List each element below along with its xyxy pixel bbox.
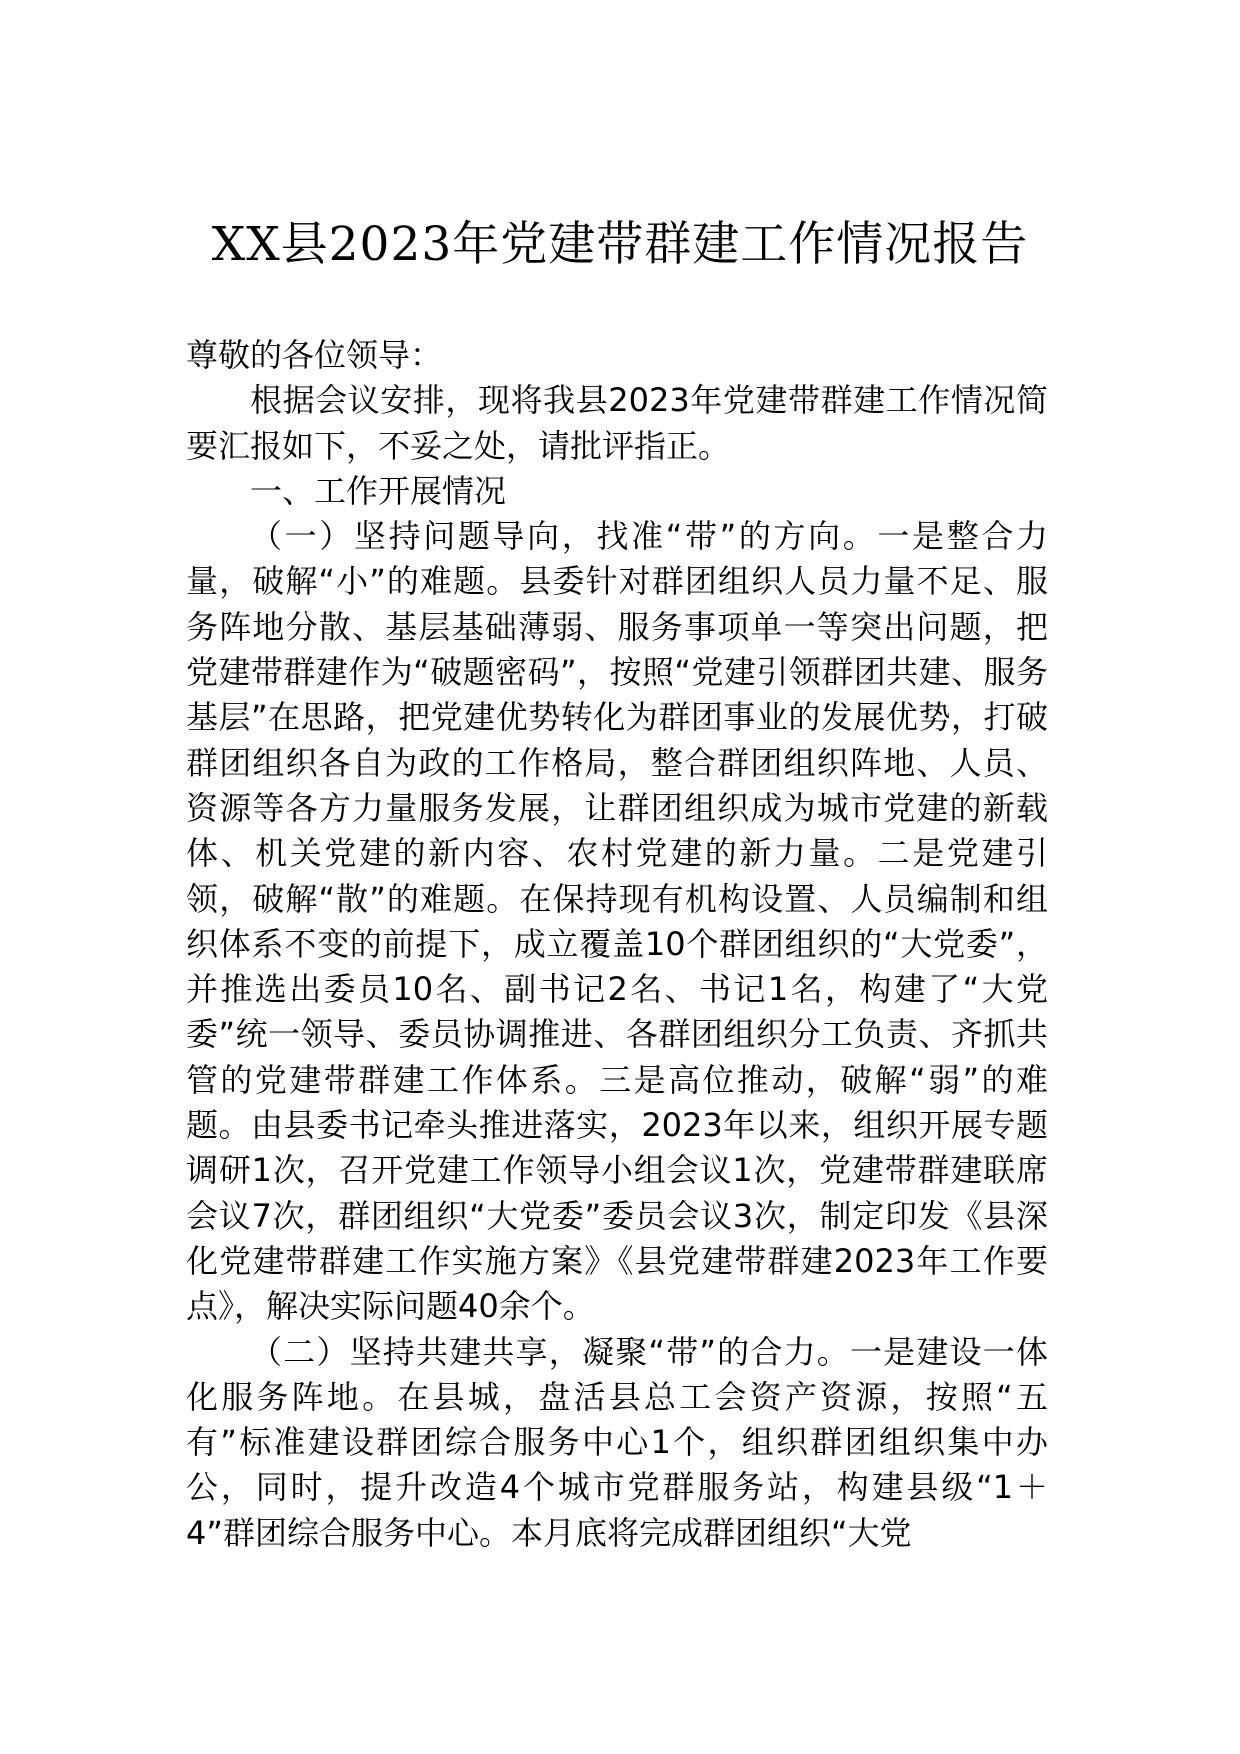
document-body xyxy=(186,333,1048,1556)
document-title: XX县2023年党建带群建工作情况报告 xyxy=(211,217,1029,272)
body-paragraph-1: （一）坚持问题导向，找准“带”的方向。一是整合力量，破解“小”的难题。县委针对群团组织人员力量不足、服务阵地分散、基层基础薄弱、服务事项单一等突出问题，把党建带群建作为“破题密码”，按照“党建引领群团共建、服务基层”在思路，把党建优势转化为群团事业的发展优势，打破群团组织各自为政的工作格局，整合群团组织阵地、人员、资源等各方力量服务发展，让群团组织成为城市党建的新载体、机关党建的新内容、农村党建的新力量。二是党建引领，破解“散”的难题。在保持现有机构设置、人员编制和组织体系不变的前提下，成立覆盖10个群团组织的“大党委”，并推选出委员10名、副书记2名、书记1名，构建了“大党委”统一领导、委员协调推进、各群团组织分工负责、齐抓共管的党建带群建工作体系。三是高位推动，破解“弱”的难题。由县委书记牵头推进落实，2023年以来，组织开展专题调研1次，召开党建工作领导小组会议1次，党建带群建联席会议7次，群团组织“大党委”委员会议3次，制定印发《县深化党建带群建工作实施方案》《县党建带群建2023年工作要点》，解决实际问题40余个。 xyxy=(186,517,1048,1326)
salutation: 尊敬的各位领导： xyxy=(186,336,443,374)
intro-paragraph: 根据会议安排，现将我县2023年党建带群建工作情况简要汇报如下，不妥之处，请批评指正。 xyxy=(186,381,1048,465)
section-heading: 一、工作开展情况 xyxy=(250,471,507,510)
body-paragraph-2: （二）坚持共建共享，凝聚“带”的合力。一是建设一体化服务阵地。在县城，盘活县总工会资产资源，按照“五有”标准建设群团综合服务中心1个，组织群团组织集中办公，同时，提升改造4个城市党群服务站，构建县级“1＋4”群团综合服务中心。本月底将完成群团组织“大党 xyxy=(186,1332,1048,1552)
